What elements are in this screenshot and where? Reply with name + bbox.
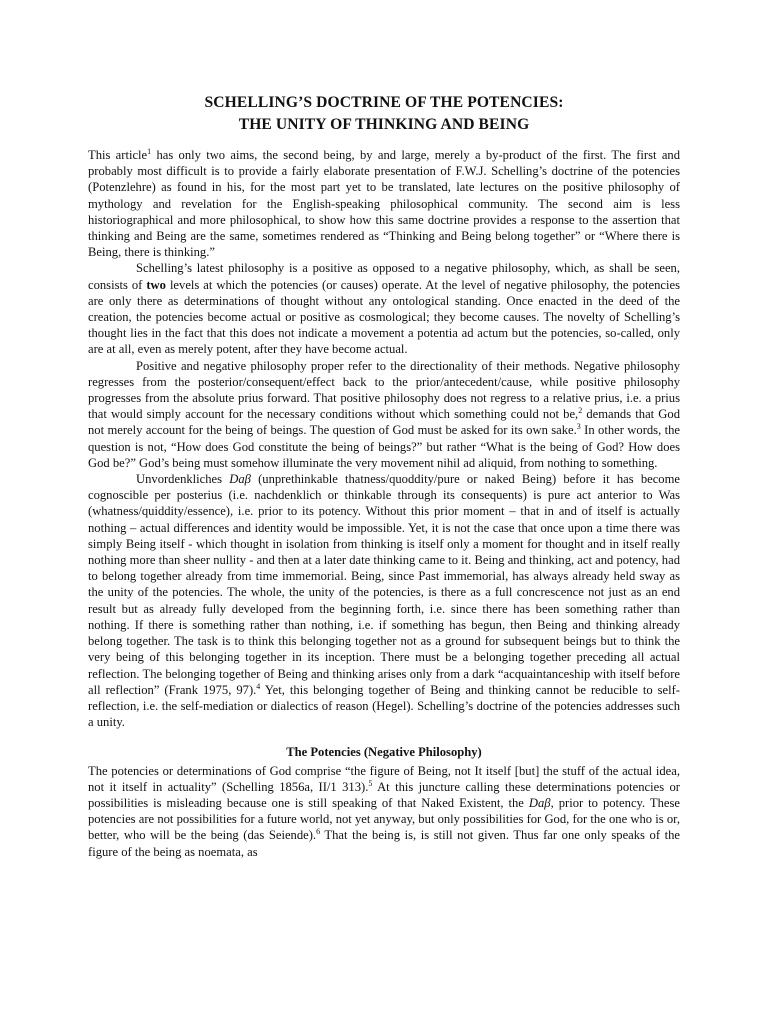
article-title — [88, 92, 680, 136]
text-run: levels at which the potencies (or causes) operate. At the level of negative philosophy, the potencies are only there as determinations of thought without any ontological standing. Once enacted in the deed of the creation, the potencies become actual or positive as cosmological; they become causes. The novelty of Schelling’s thought lies in the fact that this does not indicate a movement a potentia ad actum but the potencies, so-called, only are at all, even as merely potent, after they have become actual. — [88, 277, 681, 357]
footnote-ref-6: 6 — [316, 827, 321, 837]
paragraph-1 — [88, 147, 680, 260]
text-run: Schelling’s latest philosophy is a positive as opposed to a negative philosophy, which, as shall be seen, consists of — [88, 261, 680, 292]
text-run: Unvordenkliches — [136, 472, 230, 487]
text-run: At this juncture calling these determinations potencies or possibilities is misleading because one is still speaking of that Naked Existent, the — [88, 779, 680, 810]
paragraph-4 — [88, 471, 680, 730]
text-run: Positive and negative philosophy proper refer to the directionality of their methods. Negative philosophy regresses from the posterior/consequent/effect back to the prior/antecedent/cause, while positive philosophy progresses from the absolute prius forward. That positive philosophy does not regress to a relative prius, i.e. a prius that would simply account for the necessary conditions without which something could not be, — [88, 358, 680, 422]
paragraph-2 — [88, 260, 680, 357]
paragraph-5 — [88, 763, 680, 860]
italic-emphasis: Daβ — [528, 795, 551, 810]
footnote-ref-5: 5 — [368, 778, 373, 788]
title-line-1: SCHELLING’S DOCTRINE OF THE POTENCIES: — [204, 94, 564, 111]
footnote-ref-2: 2 — [578, 406, 583, 416]
text-run: This article — [88, 148, 148, 162]
italic-emphasis: Daβ — [229, 472, 251, 487]
paragraph-3 — [88, 358, 680, 471]
text-run: Yet, this belonging together of Being and thinking cannot be reducible to self-reflection, i.e. the self-mediation or dialectics of reason (Hegel). Schelling’s doctrine of the potencies addresses such a unity. — [88, 682, 680, 730]
document-page — [88, 92, 680, 860]
section-heading: The Potencies (Negative Philosophy) — [286, 745, 482, 760]
text-run: has only two aims, the second being, by and large, merely a by-product of the first. The first and probably most difficult is to provide a fairly elaborate presentation of F.W.J. Schelling’s doctrine of the potencies (Potenzlehre) as found in his, for the most part yet to be translated, late lectures on the positive philosophy of mythology and revelation for the English-speaking philosophical community. The second aim is less historiographical and more philosophical, to show how this same doctrine provides a response to the assertion that thinking and Being are the same, sometimes rendered as “Thinking and Being belong together” or “Where there is Being, there is thinking.” — [88, 148, 681, 260]
text-run: The potencies or determinations of God comprise “the figure of Being, not It itself [but] the stuff of the actual idea, not it itself in actuality” (Schelling 1856a, II/1 313). — [88, 763, 680, 794]
text-run: That the being is, is still not given. Thus far one only speaks of the figure of the being as noemata, as — [88, 828, 680, 859]
text-run: (unprethinkable thatness/quoddity/pure or naked Being) before it has become cognoscible per posterius (i.e. nachdenklich or thinkable through its consequents) is pure act anterior to Was (whatness/quiddity/essence), i.e. prior to its potency. Without this prior moment – that in and of itself is actually nothing – actual differences and identity would be impossible. Yet, it is not the case that once upon a time there was simply Being itself - which thought in isolation from thinking is itself only a moment for thought and in itself really nothing more than sheer nullity - and then at a later date thinking came to it. Being and thinking, act and potency, had to belong together already from time immemorial. Being, since Past immemorial, has always already held sway as the unity of the potencies. The whole, the unity of the potencies, is there as a full concrescence not just as an end result but as already fully developed from the beginning forth, i.e. since there has been something rather than nothing. If there is something rather than nothing, i.e. if something has begun, then Being and thinking already belong together. The task is to think this belonging together not as a ground for subsequent beings but to think the very being of this belonging together in its inception. There must be a belonging together preceding all actual reflection. The belonging together of Being and thinking arises only from a dark “acquaintanceship with itself before all reflection” (Frank 1975, 97). — [88, 472, 680, 697]
text-run: , prior to potency. These potencies are not possibilities for a future world, not yet anyway, but only possibilities for God, for the one who is or, better, who will be the being (das Seiende). — [88, 795, 680, 843]
title-line-2: THE UNITY OF THINKING AND BEING — [238, 116, 530, 133]
footnote-ref-1: 1 — [147, 146, 152, 156]
text-run: demands that God not merely account for the being of beings. The question of God must be asked for its own sake. — [88, 407, 680, 438]
footnote-ref-4: 4 — [256, 681, 261, 691]
text-run: In other words, the question is not, “How does God constitute the being of beings?” but rather “What is the being of God? How does God be?” God’s being must somehow illuminate the very movement nihil ad aliquid, from nothing to something. — [88, 423, 681, 470]
footnote-ref-3: 3 — [576, 422, 581, 432]
bold-emphasis: two — [146, 277, 166, 292]
